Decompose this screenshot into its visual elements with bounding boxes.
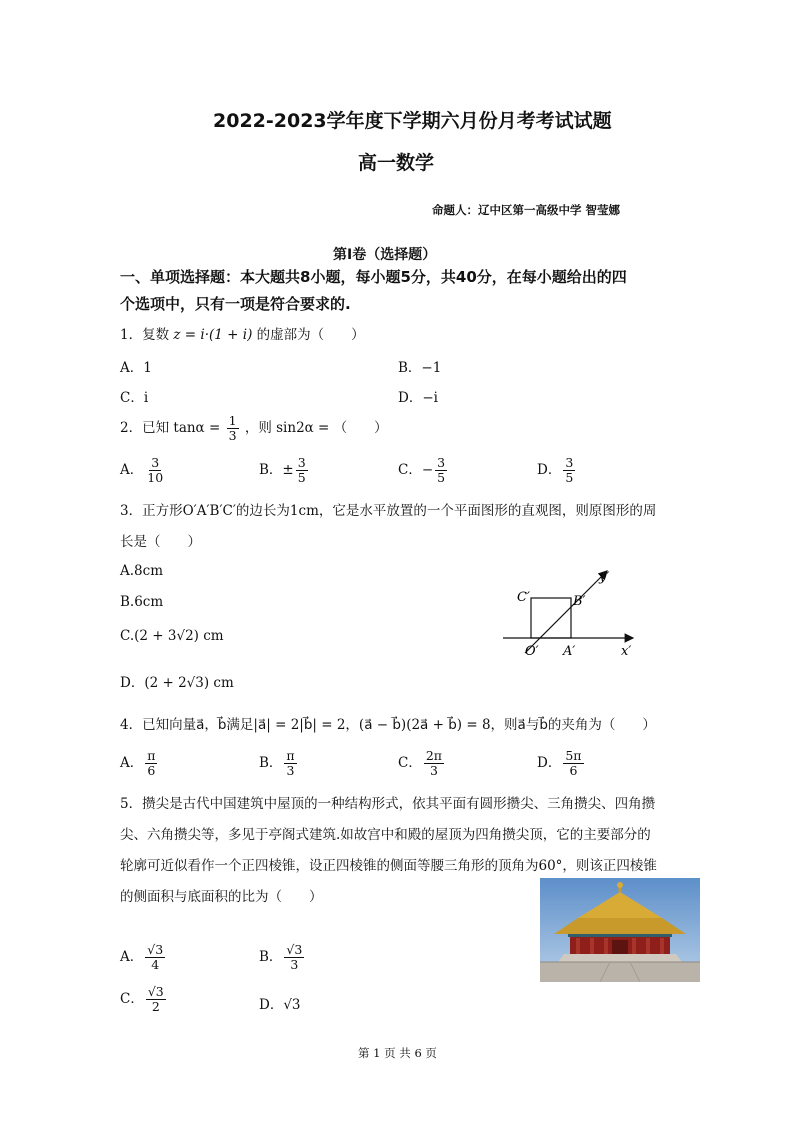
label-y: y′	[599, 570, 610, 585]
q2-option-a[interactable]: A． $\frac{3}{10}$	[120, 455, 164, 485]
author-line: 命题人：辽中区第一高级中学 智莹娜	[432, 203, 621, 217]
q4-option-b[interactable]: B． $\frac{\pi}{3}$	[259, 748, 295, 778]
q2-option-b[interactable]: B．± $\frac{3}{5}$	[259, 455, 306, 485]
label-x: x′	[621, 644, 632, 659]
volume-heading: 第Ⅰ卷（选择题）	[333, 247, 437, 263]
q1-option-b[interactable]: B．−1	[398, 360, 442, 376]
label-o: O′	[525, 644, 539, 659]
label-c: C′	[517, 590, 530, 605]
q5-option-a[interactable]: A． $\frac{√3}{4}$	[120, 942, 164, 972]
y-axis	[525, 570, 610, 653]
question-5-line1: 5．攒尖是古代中国建筑中屋顶的一种结构形式，依其平面有圆形攒尖、三角攒尖、四角攒	[120, 796, 656, 812]
q1-option-a[interactable]: A．1	[120, 360, 152, 376]
q3-option-a[interactable]: A.8cm	[120, 563, 163, 579]
question-3-line2: 长是（ ）	[120, 534, 201, 550]
q5-option-d[interactable]: D．√3	[259, 997, 301, 1013]
q3-oblique-diagram	[495, 563, 645, 663]
question-5-line2: 尖、六角攒尖等，多见于亭阁式建筑.如故宫中和殿的屋顶为四角攒尖顶，它的主要部分的	[120, 827, 651, 843]
section-intro-line2: 个选项中，只有一项是符合要求的.	[120, 295, 351, 313]
label-b: B′	[573, 594, 586, 609]
question-3-line1: 3．正方形O′A′B′C′的边长为1cm，它是水平放置的一个平面图形的直观图，则原图形的周	[120, 503, 657, 519]
q2-option-d[interactable]: D． $\frac{3}{5}$	[537, 455, 574, 485]
question-2-stem: 2．已知 tanα = $\frac{1}{3}$ ，则 sin2α = （ ）	[120, 413, 388, 443]
page-footer: 第 1 页 共 6 页	[358, 1046, 437, 1060]
question-5-line4: 的侧面积与底面积的比为（ ）	[120, 889, 323, 905]
square-oabc	[531, 598, 571, 638]
section-intro-line1: 一、单项选择题：本大题共8小题，每小题5分，共40分，在每小题给出的四	[120, 268, 627, 286]
q4-option-c[interactable]: C． $\frac{2\pi}{3}$	[398, 748, 443, 778]
q5-option-c[interactable]: C． $\frac{√3}{2}$	[120, 984, 164, 1014]
q3-option-d[interactable]: D．(2 + 2√3) cm	[120, 675, 234, 691]
q1-option-c[interactable]: C．i	[120, 390, 149, 406]
q5-option-b[interactable]: B． $\frac{√3}{3}$	[259, 942, 303, 972]
exam-title: 2022-2023学年度下学期六月份月考考试试题	[213, 110, 612, 132]
q3-option-c[interactable]: C.(2 + 3√2) cm	[120, 628, 224, 644]
label-a: A′	[563, 644, 576, 659]
q1-formula: z = i·(1 + i)	[173, 327, 253, 343]
q1-option-d[interactable]: D．−i	[398, 390, 438, 406]
q2-tan-fraction: $\frac{1}{3}$	[228, 413, 237, 443]
q4-option-a[interactable]: A． $\frac{\pi}{6}$	[120, 748, 156, 778]
question-1-stem: 1．复数 z = i·(1 + i) 的虚部为（ ）	[120, 327, 365, 343]
palace-photo	[540, 878, 700, 982]
q3-option-b[interactable]: B.6cm	[120, 594, 164, 610]
question-5-line3: 轮廓可近似看作一个正四棱锥，设正四棱锥的侧面等腰三角形的顶角为60°，则该正四棱锥	[120, 858, 657, 874]
question-4-stem: 4．已知向量a⃗，b⃗满足|a⃗| = 2|b⃗| = 2，(a⃗ − b⃗)(2a⃗ + b⃗) = 8，则a⃗与b⃗的夹角为（ ）	[120, 717, 656, 733]
subject-title: 高一数学	[358, 152, 435, 174]
q4-option-d[interactable]: D． $\frac{5\pi}{6}$	[537, 748, 582, 778]
q2-option-c[interactable]: C．− $\frac{3}{5}$	[398, 455, 446, 485]
